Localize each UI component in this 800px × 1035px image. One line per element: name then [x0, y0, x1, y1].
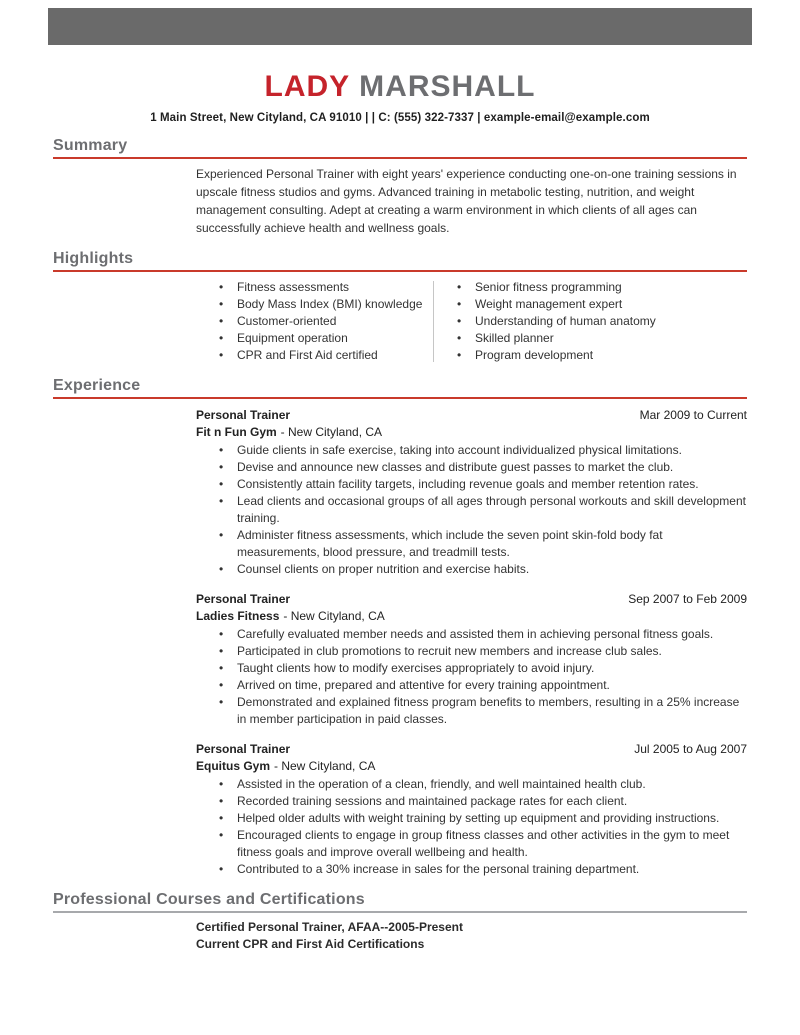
highlight-item: • CPR and First Aid certified	[196, 347, 433, 364]
certifications-list	[196, 919, 747, 953]
highlights-heading: Highlights	[53, 250, 134, 267]
company-name: Ladies Fitness	[196, 609, 280, 623]
certification-item: Certified Personal Trainer, AFAA--2005-Present	[196, 920, 463, 934]
highlight-item: • Customer-oriented	[196, 313, 433, 330]
job-duty-item: • Carefully evaluated member needs and assisted them in achieving personal fitness goals.	[196, 626, 747, 643]
job-duty-item: • Participated in club promotions to recruit new members and increase club sales.	[196, 643, 747, 660]
job-duty-item: • Devise and announce new classes and distribute guest passes to market the club.	[196, 459, 747, 476]
company-line	[196, 608, 747, 625]
job-duty-item: • Recorded training sessions and maintained package rates for each client.	[196, 793, 747, 810]
job-duty-item: • Guide clients in safe exercise, taking into account individualized physical limitations.	[196, 442, 747, 459]
company-name: Fit n Fun Gym	[196, 425, 277, 439]
job-entry-2	[196, 591, 747, 728]
highlight-item: • Understanding of human anatomy	[434, 313, 747, 330]
highlight-item: • Skilled planner	[434, 330, 747, 347]
highlights-right-list	[434, 279, 747, 364]
job-duty-item: • Lead clients and occasional groups of all ages through personal workouts and skill development training.	[196, 493, 747, 527]
highlight-item: • Senior fitness programming	[434, 279, 747, 296]
job-duty-item: • Arrived on time, prepared and attentive for every training appointment.	[196, 677, 747, 694]
header-bar	[48, 8, 752, 45]
job-duty-item: • Encouraged clients to engage in group fitness classes and other activities in the gym to meet fitness goals and improve overall wellbeing and health.	[196, 827, 747, 861]
job-duty-item: • Assisted in the operation of a clean, friendly, and well maintained health club.	[196, 776, 747, 793]
summary-divider	[53, 157, 747, 159]
job-duty-item: • Helped older adults with weight training by setting up equipment and providing instructions.	[196, 810, 747, 827]
certifications-heading: Professional Courses and Certifications	[53, 891, 365, 908]
highlight-item: • Fitness assessments	[196, 279, 433, 296]
contact-line: 1 Main Street, New Cityland, CA 91010 | | C: (555) 322-7337 | example-email@example.com	[150, 112, 650, 124]
job-entry-3	[196, 741, 747, 878]
job-dates: Mar 2009 to Current	[639, 408, 747, 422]
highlight-item: • Equipment operation	[196, 330, 433, 347]
section-highlights	[53, 249, 747, 364]
job-entry-1	[196, 407, 747, 578]
company-name: Equitus Gym	[196, 759, 271, 773]
company-location: - New Cityland, CA	[280, 425, 383, 439]
experience-heading: Experience	[53, 377, 141, 394]
job-dates: Jul 2005 to Aug 2007	[634, 742, 747, 756]
job-duties-list	[196, 626, 747, 728]
summary-text: Experienced Personal Trainer with eight years' experience conducting one-on-one training sessions in upscale fitness studios and gyms. Advanced training in metabolic testing, nutrition, and weight management consulting. Adept at creating a warm environment in which clients of all ages can successfully achieve health and wellness goals.	[196, 167, 737, 235]
job-title: Personal Trainer	[196, 408, 291, 422]
candidate-name	[0, 69, 800, 104]
company-location: - New Cityland, CA	[283, 609, 385, 623]
summary-heading: Summary	[53, 137, 128, 154]
section-experience	[53, 376, 747, 878]
section-summary	[53, 136, 747, 237]
certifications-divider	[53, 911, 747, 913]
company-location: - New Cityland, CA	[274, 759, 376, 773]
highlights-left-list	[196, 279, 433, 364]
job-duty-item: • Contributed to a 30% increase in sales for the personal training department.	[196, 861, 747, 878]
job-title: Personal Trainer	[196, 742, 291, 756]
job-duty-item: • Consistently attain facility targets, including revenue goals and member retention rates.	[196, 476, 747, 493]
company-line	[196, 758, 747, 775]
experience-divider	[53, 397, 747, 399]
job-header	[196, 741, 747, 758]
job-header	[196, 591, 747, 608]
highlight-item: • Weight management expert	[434, 296, 747, 313]
last-name: MARSHALL	[359, 70, 536, 103]
highlight-item: • Body Mass Index (BMI) knowledge	[196, 296, 433, 313]
job-duty-item: • Administer fitness assessments, which include the seven point skin-fold body fat measurements, blood pressure, and treadmill tests.	[196, 527, 747, 561]
job-duty-item: • Taught clients how to modify exercises appropriately to avoid injury.	[196, 660, 747, 677]
job-duty-item: • Counsel clients on proper nutrition and exercise habits.	[196, 561, 747, 578]
job-dates: Sep 2007 to Feb 2009	[628, 592, 747, 606]
highlights-divider	[53, 270, 747, 272]
job-duties-list	[196, 442, 747, 578]
highlight-item: • Program development	[434, 347, 747, 364]
company-line	[196, 424, 747, 441]
job-header	[196, 407, 747, 424]
first-name: LADY	[264, 70, 351, 103]
job-duty-item: • Demonstrated and explained fitness program benefits to members, resulting in a 25% increase in member participation in paid classes.	[196, 694, 747, 728]
highlights-columns	[196, 279, 747, 364]
certification-item: Current CPR and First Aid Certifications	[196, 937, 425, 951]
job-duties-list	[196, 776, 747, 878]
section-certifications	[53, 890, 747, 953]
experience-body	[196, 407, 747, 878]
job-title: Personal Trainer	[196, 592, 291, 606]
